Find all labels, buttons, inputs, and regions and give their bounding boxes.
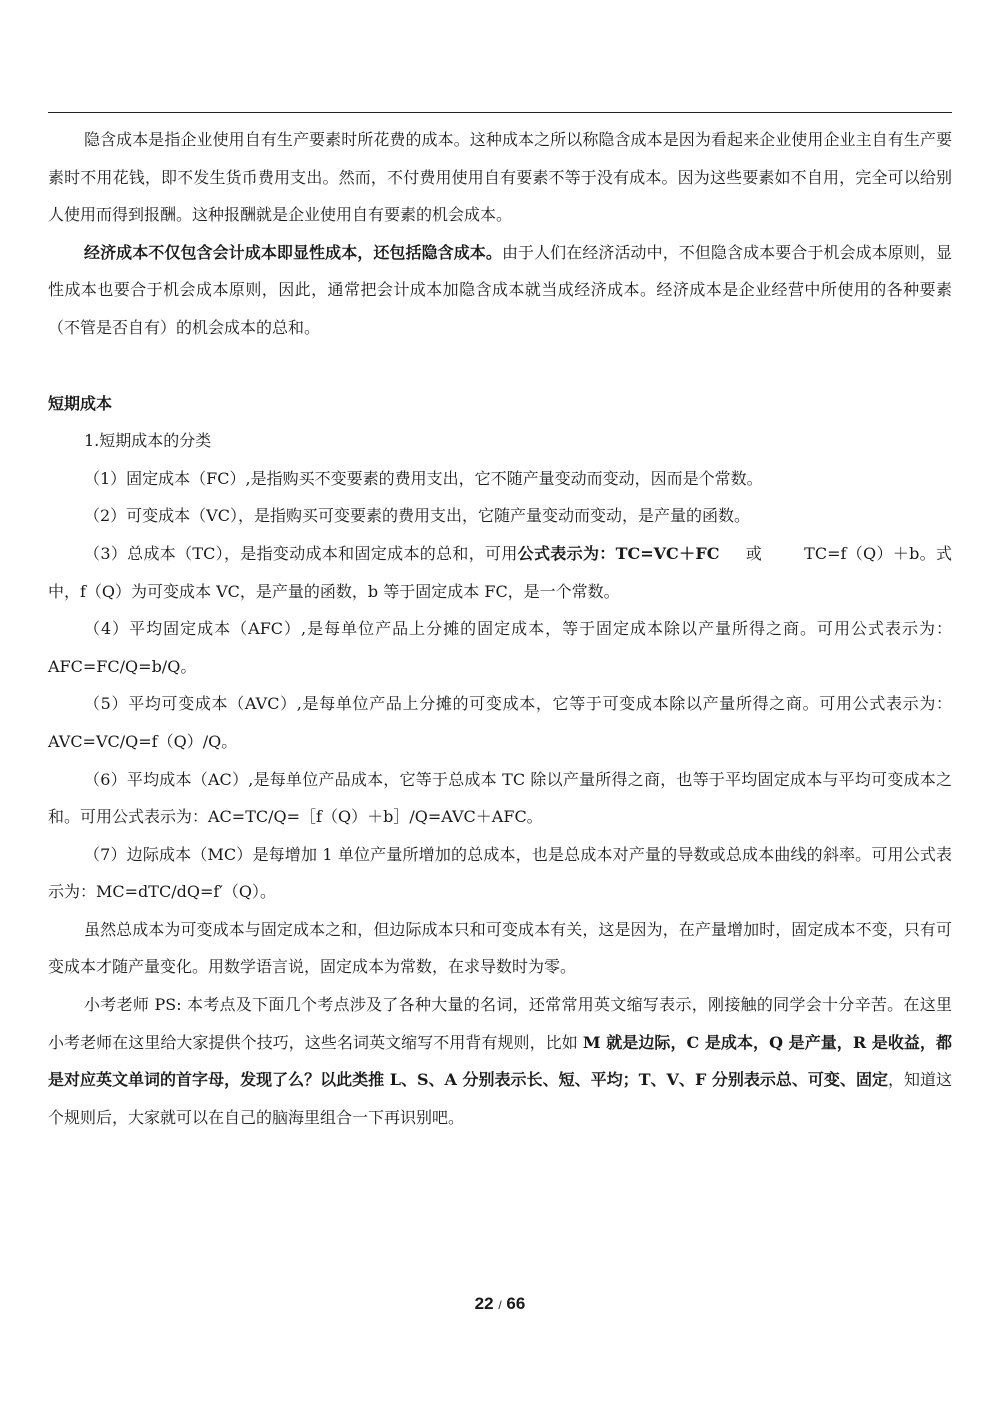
total-cost-alt-formula: TC=f（Q）＋b。式中，f（Q）为可变成本 VC，是产量的函数，b 等于固定成本 FC，是一个常数。 (48, 543, 952, 601)
page-separator: / (498, 1298, 502, 1312)
paragraph-economic-cost (48, 234, 952, 347)
item-fixed-cost: （1）固定成本（FC）,是指购买不变要素的费用支出，它不随产量变动而变动，因而是个常数。 (84, 468, 763, 488)
item-total-cost (48, 535, 952, 610)
section-heading: 短期成本 (48, 393, 113, 413)
tip-emphasis: M 就是边际，C 是成本，Q 是产量，R 是收益，都是对应英文单词的首字母，发现了么？以此类推 L、S、A 分别表示长、短、平均；T、V、F 分别表示总、可变、固定 (48, 1032, 952, 1090)
paragraph-note: 虽然总成本为可变成本与固定成本之和，但边际成本只和可变成本有关，这是因为，在产量增加时，固定成本不变，只有可变成本才随产量变化。用数学语言说，固定成本为常数，在求导数时为零。 (48, 919, 952, 977)
subsection-heading: 1.短期成本的分类 (84, 431, 212, 451)
paragraph-implicit-cost: 隐含成本是指企业使用自有生产要素时所花费的成本。这种成本之所以称隐含成本是因为看起来企业使用企业主自有生产要素时不用花钱，即不发生货币费用支出。然而，不付费用使用自有要素不等于没有成本。因为这些要素如不自用，完全可以给别人使用而得到报酬。这种报酬就是企业使用自有要素的机会成本。 (48, 130, 952, 225)
total-pages: 66 (506, 1294, 526, 1313)
total-cost-formula: 公式表示为：TC=VC＋FC (517, 543, 720, 563)
paragraph-teacher-tip (48, 986, 952, 1136)
total-cost-or: 或 (745, 543, 763, 563)
item-variable-cost: （2）可变成本（VC），是指购买可变要素的费用支出，它随产量变动而变动，是产量的函数。 (84, 506, 750, 526)
current-page: 22 (474, 1294, 494, 1313)
total-cost-text: （3）总成本（TC），是指变动成本和固定成本的总和，可用 (84, 543, 518, 563)
item-average-fixed-cost: （4）平均固定成本（AFC）,是每单位产品上分摊的固定成本，等于固定成本除以产量所得之商。可用公式表示为：AFC=FC/Q=b/Q。 (48, 619, 952, 676)
tip-text-start: 小考老师 PS: 本考点及下面几个考点涉及了各种大量的名词，还常常用英文缩写表示，刚接触的同学会十分辛苦。在这里小考老师在这里给大家提供个技巧，这些名词英文缩写不用背有规则，比如 (48, 995, 952, 1052)
item-average-variable-cost: （5）平均可变成本（AVC）,是每单位产品上分摊的可变成本，它等于可变成本除以产量所得之商。可用公式表示为：AVC=VC/Q=f（Q）/Q。 (48, 694, 952, 751)
economic-cost-emphasis: 经济成本不仅包含会计成本即显性成本，还包括隐含成本。 (84, 242, 502, 262)
tip-text-end: ，知道这个规则后，大家就可以在自己的脑海里组合一下再识别吧。 (48, 1070, 952, 1127)
economic-cost-text: 由于人们在经济活动中，不但隐含成本要合于机会成本原则，显性成本也要合于机会成本原则，因此，通常把会计成本加隐含成本就当成经济成本。经济成本是企业经营中所使用的各种要素（不管是否自有）的机会成本的总和。 (48, 242, 952, 337)
header-rule (48, 112, 952, 113)
item-marginal-cost: （7）边际成本（MC）是每增加 1 单位产量所增加的总成本，也是总成本对产量的导数或总成本曲线的斜率。可用公式表示为：MC=dTC/dQ=f′（Q）。 (48, 844, 952, 902)
page-number (0, 1294, 1000, 1314)
document-body (48, 121, 952, 1136)
item-average-cost: （6）平均成本（AC）,是每单位产品成本，它等于总成本 TC 除以产量所得之商，也等于平均固定成本与平均可变成本之和。可用公式表示为：AC=TC/Q=［f（Q）＋b］/Q=AVC＋AFC。 (48, 769, 952, 827)
